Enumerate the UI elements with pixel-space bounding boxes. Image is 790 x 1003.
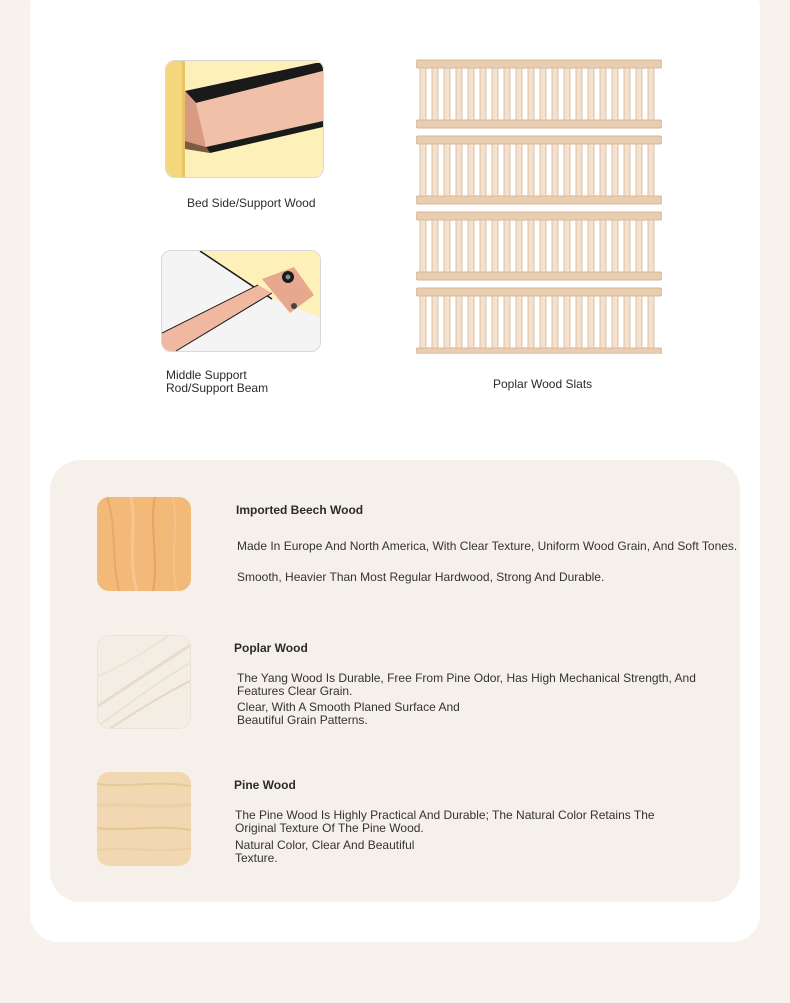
middle-support-caption: Middle Support Rod/Support Beam <box>166 368 269 395</box>
bed-side-image <box>165 60 324 178</box>
poplar-wood-title: Poplar Wood <box>234 641 308 655</box>
beech-wood-properties: Smooth, Heavier Than Most Regular Hardwood, Strong And Durable. <box>237 570 605 584</box>
pine-wood-description: The Pine Wood Is Highly Practical And Durable; The Natural Color Retains The Original Texture Of The Pine Wood. <box>235 808 655 835</box>
beech-wood-origin: Made In Europe And North America, With Clear Texture, Uniform Wood Grain, And Soft Tones. <box>237 539 738 553</box>
pine-wood-properties: Natural Color, Clear And Beautiful Texture. <box>235 838 415 865</box>
poplar-slats-caption: Poplar Wood Slats <box>493 377 593 391</box>
beech-wood-title: Imported Beech Wood <box>236 503 364 517</box>
pine-wood-swatch <box>97 772 191 866</box>
bed-side-caption: Bed Side/Support Wood <box>187 196 316 210</box>
poplar-slats-image <box>416 58 662 354</box>
beech-wood-swatch <box>97 497 191 591</box>
poplar-wood-description: The Yang Wood Is Durable, Free From Pine Odor, Has High Mechanical Strength, And Features Clear Grain. <box>237 671 696 698</box>
poplar-wood-properties: Clear, With A Smooth Planed Surface And Beautiful Grain Patterns. <box>237 700 460 727</box>
poplar-wood-swatch <box>97 635 191 729</box>
pine-wood-title: Pine Wood <box>234 778 296 792</box>
middle-support-image <box>161 250 321 352</box>
